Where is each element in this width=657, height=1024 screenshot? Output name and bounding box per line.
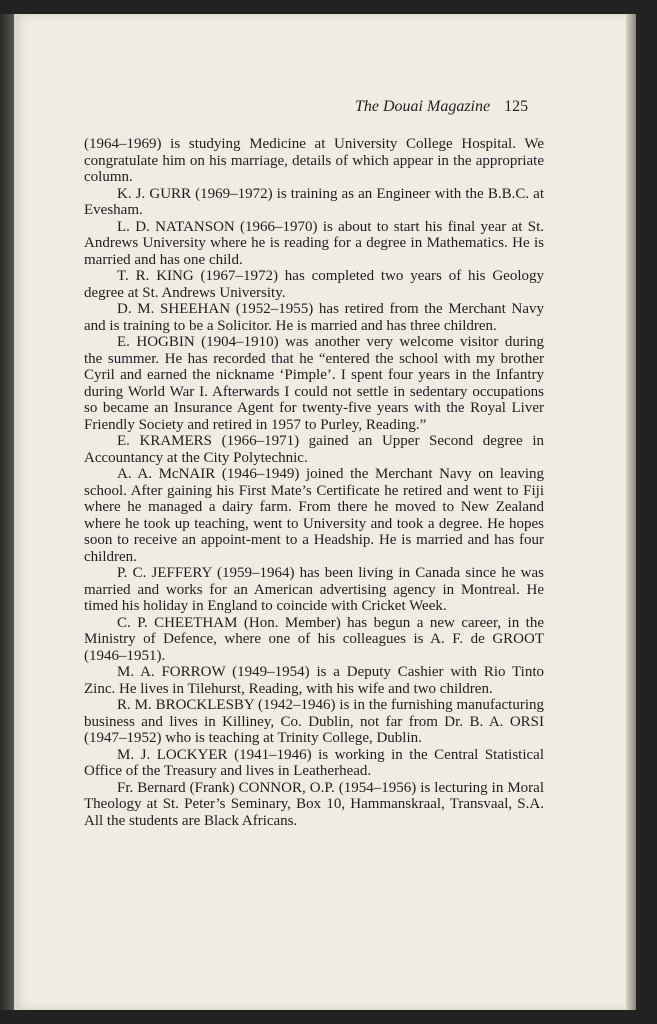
book-binding [0,14,14,1010]
paragraph: C. P. CHEETHAM (Hon. Member) has begun a new career, in the Ministry of Defence, where one of his colleagues is A. F. de GROOT (1946–1951). [84,614,544,664]
paragraph: Fr. Bernard (Frank) CONNOR, O.P. (1954–1956) is lecturing in Moral Theology at St. Peter’s Seminary, Box 10, Hammanskraal, Transvaal, S.A. All the students are Black Africans. [84,779,544,829]
paragraph: M. J. LOCKYER (1941–1946) is working in the Central Statistical Office of the Treasury and lives in Leatherhead. [84,746,544,779]
body-text [84,136,544,829]
magazine-title: The Douai Magazine [355,98,491,115]
paragraph: A. A. McNAIR (1946–1949) joined the Merchant Navy on leaving school. After gaining his First Mate’s Certificate he retired and went to Fiji where he managed a dairy farm. From there he moved to New Zealand where he took up teaching, went to University and took a degree. He hopes soon to receive an appoint-ment to a Headship. He is married and has four children. [84,466,544,565]
paragraph: P. C. JEFFERY (1959–1964) has been living in Canada since he was married and works for an American advertising agency in Montreal. He timed his holiday in England to coincide with Cricket Week. [84,565,544,614]
paragraph: R. M. BROCKLESBY (1942–1946) is in the furnishing manufacturing business and lives in Killiney, Co. Dublin, not far from Dr. B. A. ORSI (1947–1952) who is teaching at Trinity College, Dublin. [84,697,544,746]
paragraph: T. R. KING (1967–1972) has completed two years of his Geology degree at St. Andrews University. [84,268,544,301]
paragraph: (1964–1969) is studying Medicine at University College Hospital. We congratulate him on his marriage, details of which appear in the appropriate column. [84,136,544,185]
paragraph: E. HOGBIN (1904–1910) was another very welcome visitor during the summer. He has recorded that he “entered the school with my brother Cyril and earned the nickname ‘Pimple’. I spent four years in the Infantry during World War I. Afterwards I could not settle in sedentary occupations so became an Insurance Agent for twenty-five years with the Royal Liver Friendly Society and retired in 1957 to Purley, Reading.” [84,334,544,433]
paragraph: D. M. SHEEHAN (1952–1955) has retired from the Merchant Navy and is training to be a Solicitor. He is married and has three children. [84,301,544,334]
paragraph: L. D. NATANSON (1966–1970) is about to start his final year at St. Andrews University where he is reading for a degree in Mathematics. He is married and has one child. [84,218,544,268]
page-number: 125 [504,98,529,115]
paragraph: K. J. GURR (1969–1972) is training as an Engineer with the B.B.C. at Evesham. [84,185,544,218]
running-header [355,98,545,116]
paragraph: E. KRAMERS (1966–1971) gained an Upper Second degree in Accountancy at the City Polytechnic. [84,433,544,466]
page-edge [626,14,636,1010]
paragraph: M. A. FORROW (1949–1954) is a Deputy Cashier with Rio Tinto Zinc. He lives in Tilehurst, Reading, with his wife and two children. [84,664,544,697]
